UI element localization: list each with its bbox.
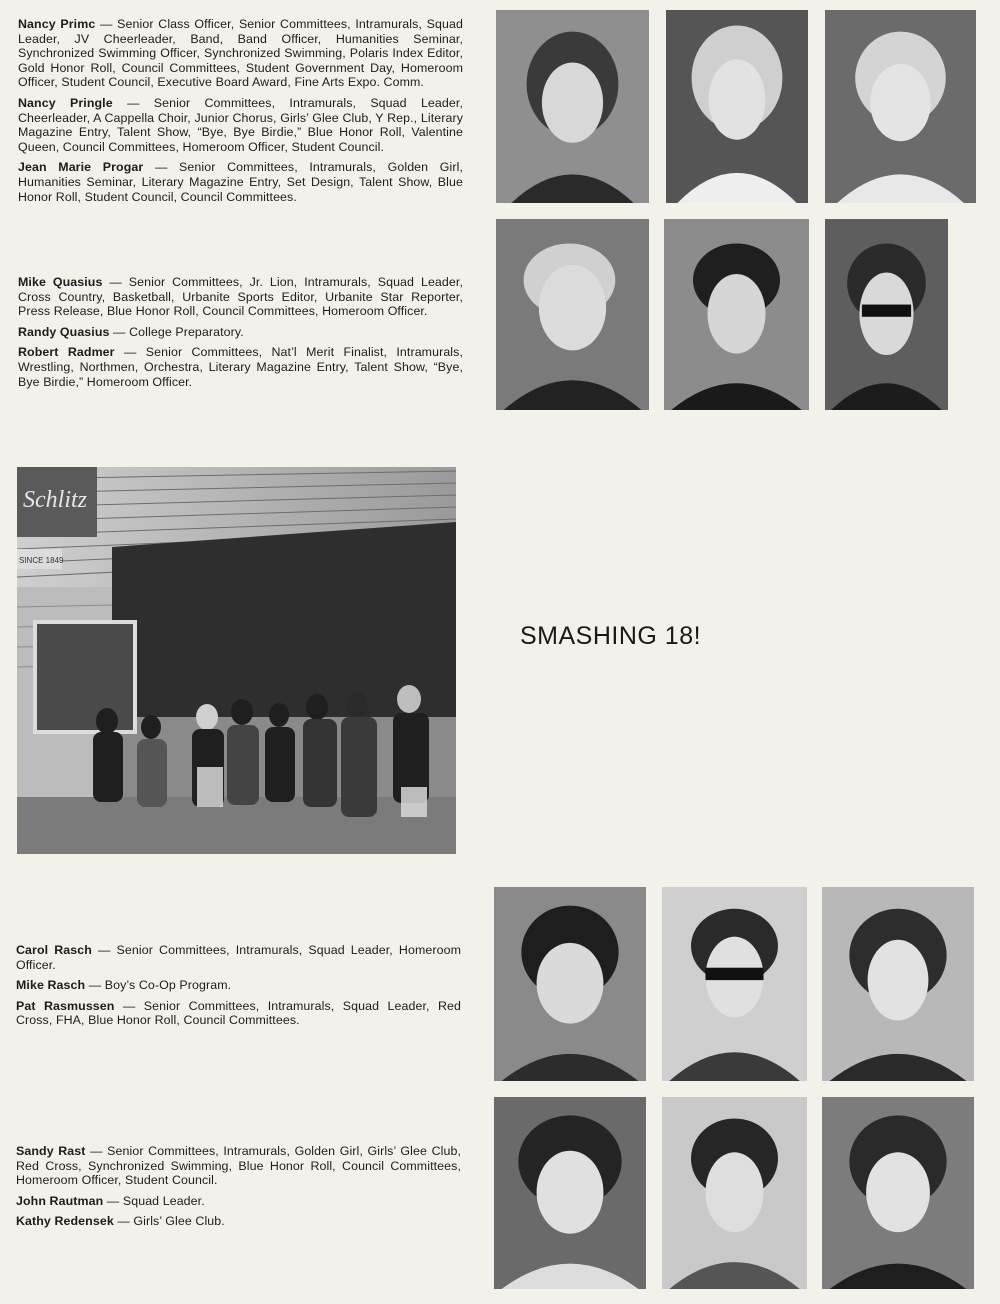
student-name: Randy Quasius <box>18 324 110 339</box>
student-activities: — Senior Committees, Intramurals, Squad Leader, Homeroom Officer. <box>16 943 461 972</box>
candid-sign-text: Schlitz <box>23 487 87 513</box>
student-name: John Rautman <box>16 1193 104 1208</box>
student-name: Kathy Redensek <box>16 1214 114 1229</box>
portrait-photo <box>822 887 974 1081</box>
bio-entry <box>18 345 463 389</box>
portrait-photo <box>494 887 646 1081</box>
student-activities: — Girls’ Glee Club. <box>113 1214 225 1229</box>
bio-group-bottom-1 <box>16 943 461 1034</box>
bio-entry <box>18 17 463 90</box>
bio-group-top-1 <box>18 17 463 210</box>
portrait-photo <box>496 219 649 410</box>
student-name: Robert Radmer <box>18 345 115 360</box>
student-name: Pat Rasmussen <box>16 998 115 1013</box>
bio-entry <box>16 978 461 993</box>
bio-entry <box>18 275 463 319</box>
student-name: Mike Quasius <box>18 275 103 289</box>
portrait-photo <box>825 10 976 203</box>
portrait-photo <box>662 887 807 1081</box>
bio-entry <box>18 160 463 204</box>
student-name: Mike Rasch <box>16 978 86 993</box>
student-activities: — College Preparatory. <box>109 324 244 339</box>
bio-group-top-2 <box>18 275 463 395</box>
page-title: SMASHING 18! <box>520 622 702 650</box>
candid-group-photo <box>17 467 456 854</box>
bio-entry <box>16 1144 461 1188</box>
portrait-photo <box>496 10 649 203</box>
student-activities: — Senior Committees, Intramurals, Squad Leader, Cheerleader, A Cappella Choir, Junior Chorus, Girls’ Glee Club, Y Rep., Literary Magazine Entry, Talent Show, “Bye, Bye Birdie,” Blue Honor Roll, Valentine Queen, Council Committees, Homeroom Officer, Student Council. <box>18 95 463 154</box>
bio-entry <box>16 943 461 972</box>
student-name: Sandy Rast <box>16 1144 86 1158</box>
student-name: Nancy Primc <box>18 17 96 31</box>
bio-entry <box>16 1214 461 1229</box>
bio-group-bottom-2 <box>16 1144 461 1235</box>
candid-sign-year: SINCE 1849 <box>19 556 64 565</box>
portrait-photo <box>822 1097 974 1289</box>
student-activities: — Boy’s Co-Op Program. <box>85 978 232 993</box>
portrait-photo <box>825 219 948 410</box>
bio-entry <box>16 999 461 1028</box>
bio-entry <box>18 96 463 154</box>
student-activities: — Senior Committees, Nat’l Merit Finalist, Intramurals, Wrestling, Northmen, Orchestra, Literary Magazine Entry, Talent Show, “Bye, Bye Birdie,” Homeroom Officer. <box>18 345 464 389</box>
student-activities: — Senior Committees, Intramurals, Squad Leader, Red Cross, FHA, Blue Honor Roll, Council Committees. <box>16 998 461 1028</box>
bio-entry <box>16 1194 461 1209</box>
student-activities: — Senior Committees, Intramurals, Golden Girl, Humanities Seminar, Literary Magazine Entry, Set Design, Talent Show, Blue Honor Roll, Student Council, Council Committees. <box>18 160 463 204</box>
student-activities: — Senior Committees, Intramurals, Golden Girl, Girls’ Glee Club, Red Cross, Synchronized Swimming, Blue Honor Roll, Council Committees, Homeroom Officer, Student Council. <box>16 1144 462 1188</box>
student-name: Carol Rasch <box>16 943 92 957</box>
portrait-photo <box>664 219 809 410</box>
bio-entry <box>18 325 463 340</box>
student-name: Jean Marie Progar <box>18 160 144 175</box>
student-activities: — Senior Committees, Jr. Lion, Intramurals, Squad Leader, Cross Country, Basketball, Urbanite Sports Editor, Urbanite Star Reporter, Press Release, Blue Honor Roll, Council Committees, Homeroom Officer. <box>18 275 463 319</box>
portrait-photo <box>662 1097 807 1289</box>
student-activities: — Senior Class Officer, Senior Committees, Intramurals, Squad Leader, JV Cheerleader, Band, Band Officer, Humanities Seminar, Synchronized Swimming Officer, Synchronized Swimming, Polaris Index Editor, Gold Honor Roll, Council Committees, Student Government Day, Homeroom Officer, Student Council, Executive Board Award, Fine Arts Expo. Comm. <box>18 17 463 90</box>
student-name: Nancy Pringle <box>18 95 113 110</box>
portrait-photo <box>494 1097 646 1289</box>
student-activities: — Squad Leader. <box>103 1193 205 1208</box>
portrait-photo <box>666 10 808 203</box>
